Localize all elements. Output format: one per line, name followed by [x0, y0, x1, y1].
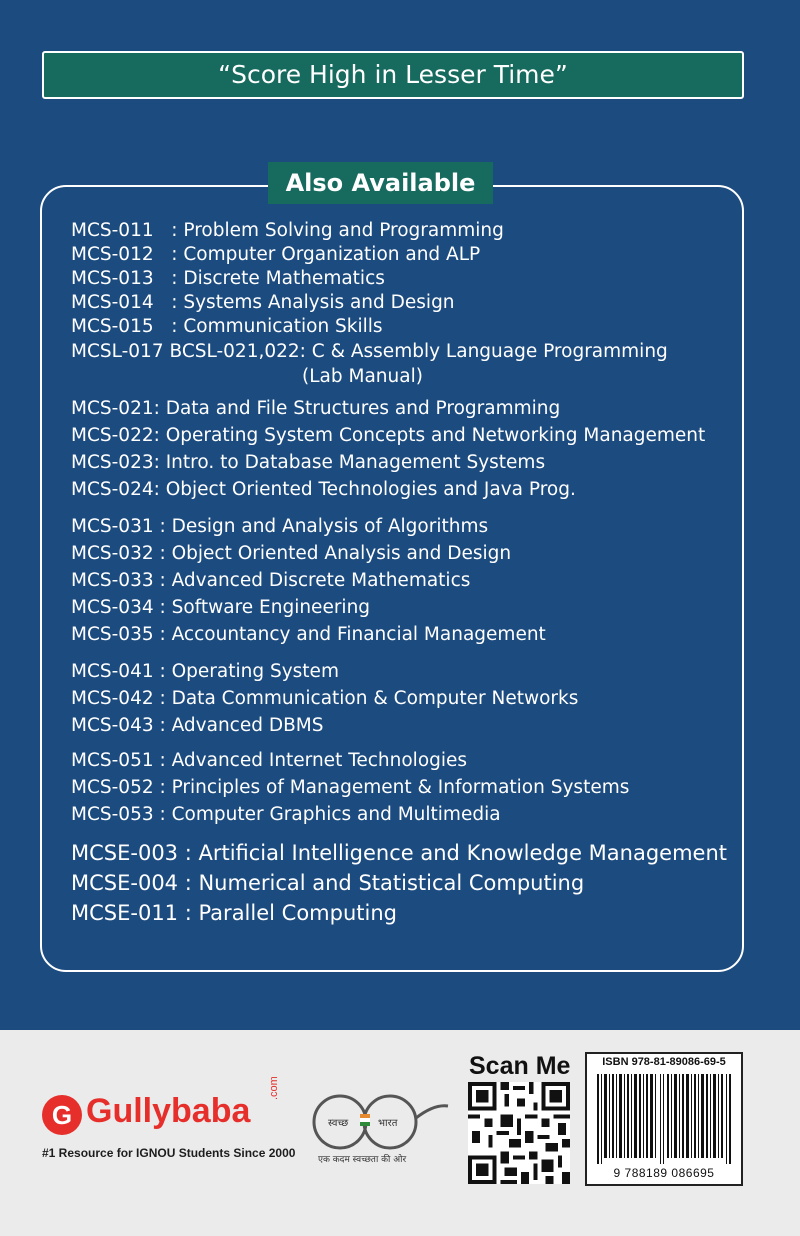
course-item: MCSE-011 : Parallel Computing	[71, 901, 397, 925]
course-item: MCS-034 : Software Engineering	[71, 597, 371, 618]
gullybaba-logo-text: Gullybaba	[86, 1092, 251, 1130]
swachh-bharat-logo-icon	[302, 1090, 452, 1150]
gullybaba-logo-com: .com	[268, 1076, 280, 1100]
barcode-number: 9 788189 086695	[613, 1166, 715, 1180]
course-item: MCS-012 : Computer Organization and ALP	[71, 244, 481, 265]
course-item: MCS-024: Object Oriented Technologies and Java Prog.	[71, 479, 576, 500]
isbn-label: ISBN 978-81-89086-69-5	[602, 1056, 726, 1068]
course-item: MCSL-017 BCSL-021,022: C & Assembly Language Programming	[71, 341, 668, 362]
course-item-note: (Lab Manual)	[302, 366, 423, 387]
qr-code-icon[interactable]	[468, 1082, 570, 1184]
gullybaba-tagline: #1 Resource for IGNOU Students Since 2000	[42, 1146, 296, 1160]
scan-me-label: Scan Me	[469, 1052, 571, 1080]
swachh-right-text: भारत	[378, 1118, 398, 1129]
course-item: MCS-015 : Communication Skills	[71, 316, 383, 337]
course-item: MCS-031 : Design and Analysis of Algorithms	[71, 516, 489, 537]
swachh-tagline: एक कदम स्वच्छता की ओर	[318, 1155, 407, 1165]
course-item: MCS-042 : Data Communication & Computer Networks	[71, 688, 579, 709]
swachh-left-text: स्वच्छ	[328, 1118, 349, 1129]
isbn-barcode-box	[585, 1052, 743, 1186]
gullybaba-logo-icon: G	[42, 1095, 82, 1135]
course-item: MCS-053 : Computer Graphics and Multimedia	[71, 804, 501, 825]
course-item: MCS-014 : Systems Analysis and Design	[71, 292, 455, 313]
tagline-banner: “Score High in Lesser Time”	[42, 51, 744, 99]
course-item: MCS-022: Operating System Concepts and Networking Management	[71, 425, 706, 446]
course-item: MCS-021: Data and File Structures and Programming	[71, 398, 561, 419]
course-item: MCS-033 : Advanced Discrete Mathematics	[71, 570, 471, 591]
course-item: MCS-035 : Accountancy and Financial Management	[71, 624, 546, 645]
course-item: MCS-043 : Advanced DBMS	[71, 715, 324, 736]
also-available-heading: Also Available	[268, 162, 493, 204]
course-item: MCSE-003 : Artificial Intelligence and Knowledge Management	[71, 841, 728, 865]
barcode-icon	[595, 1074, 733, 1164]
course-item: MCS-023: Intro. to Database Management Systems	[71, 452, 546, 473]
course-item: MCS-051 : Advanced Internet Technologies	[71, 750, 468, 771]
course-item: MCS-011 : Problem Solving and Programming	[71, 220, 504, 241]
course-item: MCS-013 : Discrete Mathematics	[71, 268, 385, 289]
course-item: MCS-032 : Object Oriented Analysis and Design	[71, 543, 512, 564]
course-item: MCSE-004 : Numerical and Statistical Computing	[71, 871, 585, 895]
course-item: MCS-041 : Operating System	[71, 661, 339, 682]
course-item: MCS-052 : Principles of Management & Information Systems	[71, 777, 630, 798]
